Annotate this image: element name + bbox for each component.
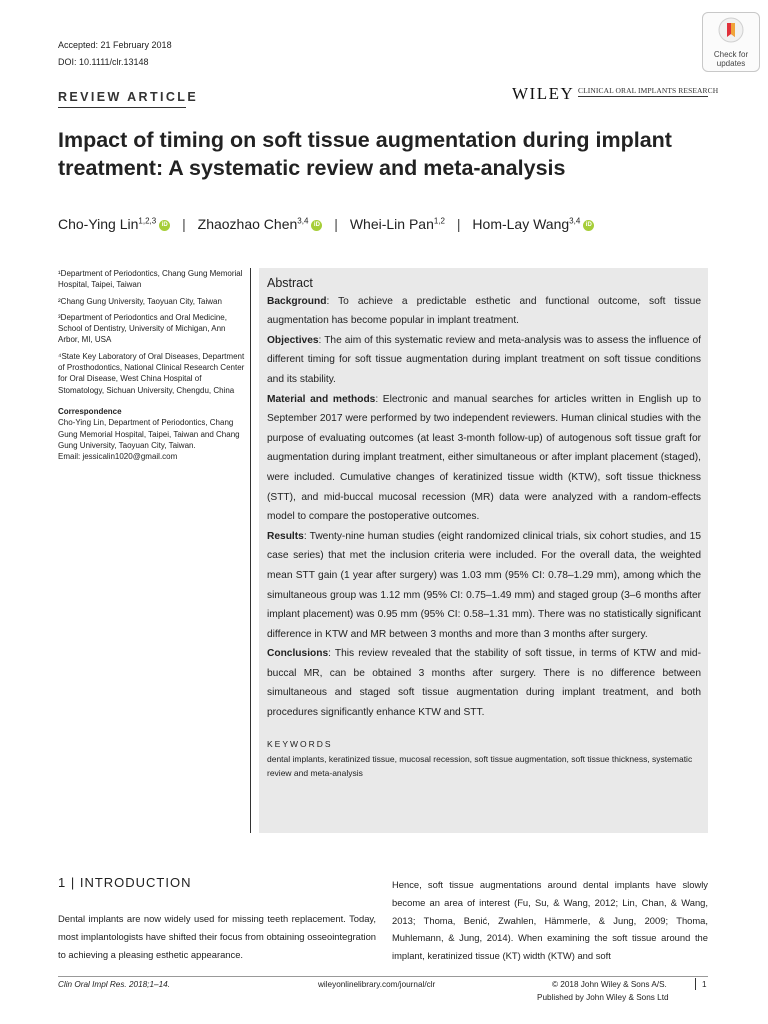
author-separator: | [334, 216, 338, 232]
accepted-date: Accepted: 21 February 2018 [58, 40, 172, 50]
abstract-label: Objectives [267, 334, 319, 346]
abstract-label: Material and methods [267, 393, 376, 405]
abstract-text: : Twenty-nine human studies (eight randomized clinical trials, six cohort studies, and 15 case series) that met the inclusion criteria were included. For the overall data, the weighted mean STT gain (1 year after surgery) was 1.03 mm (95% CI: 0.78–1.29 mm), among which the simultaneous group was 1.12 mm (95% CI: 0.75–1.49 mm) and staged group (3–6 months after implant placement) was 0.95 mm (95% CI: 0.58–1.31 mm). There was no statistically significant difference in KTW and MR between 3 months and more than 3 months after surgery. [267, 530, 701, 640]
journal-banner: CLINICAL ORAL IMPLANTS RESEARCH [578, 86, 719, 95]
author-separator: | [182, 216, 186, 232]
abstract-label: Background [267, 295, 327, 307]
abstract-text: : Electronic and manual searches for articles written in English up to September 2017 were performed by two independent reviewers. Human clinical studies with the purpose of evaluating outcomes (at least 3-month follow-up) of autogenous soft tissue graft for augmentation during implant treatment, either simultaneous or after implant placement (staged), were included. Cumulative changes of keratinized tissue width (KTW), soft tissue thickness (STT), and mid-buccal mucosal recession (MR) data were analyzed with a random-effects model to compare the postoperative outcomes. [267, 393, 701, 523]
abstract-text: : The aim of this systematic review and meta-analysis was to assess the influence of different timing for soft tissue augmentation during implant treatment on soft tissue conditions and its stability. [267, 334, 701, 385]
abstract-paragraph [267, 390, 701, 527]
affiliation: ³Department of Periodontics and Oral Medicine, School of Dentistry, University of Michigan, Ann Arbor, MI, USA [58, 312, 227, 345]
footer-publisher: Published by John Wiley & Sons Ltd [537, 993, 669, 1002]
author-list [58, 216, 594, 232]
paper-title: Impact of timing on soft tissue augmentation during implant treatment: A systematic review and meta-analysis [58, 128, 672, 180]
abstract-paragraph [267, 527, 701, 645]
author-name[interactable]: Hom-Lay Wang [472, 216, 570, 232]
affiliation: ²Chang Gung University, Taoyuan City, Taiwan [58, 296, 222, 306]
orcid-icon[interactable]: iD [159, 220, 170, 231]
abstract-paragraph [267, 644, 701, 722]
doi[interactable]: DOI: 10.1111/clr.13148 [58, 57, 149, 67]
abstract-text: : To achieve a predictable esthetic and functional outcome, soft tissue augmentation has become popular in implant treatment. [267, 295, 701, 327]
body-text-right: Hence, soft tissue augmentations around dental implants have slowly become an area of interest (Fu, Su, & Wang, 2012; Lin, Chan, & Wang, 2013; Thoma, Benić, Zwahlen, Hämmerle, & Jung, 2009; Thoma, Muhlemann, & Jung, 2014). When examining the soft tissue around the implant, keratinized tissue (KT) width (KTW) and soft [392, 879, 708, 962]
affiliation: ⁴State Key Laboratory of Oral Diseases, Department of Prosthodontics, National Clinical Research Center for Oral Disease, West China Hospital of Stomatology, Sichuan University, Chengdu, China [58, 351, 245, 395]
page-number: 1 [702, 980, 707, 989]
abstract-paragraph [267, 331, 701, 390]
correspondence-email[interactable]: Email: jessicalin1020@gmail.com [58, 452, 178, 462]
abstract-label: Conclusions [267, 648, 329, 660]
section-heading: 1 | INTRODUCTION [58, 875, 192, 890]
author-name[interactable]: Cho-Ying Lin [58, 216, 139, 232]
abstract-text: : This review revealed that the stability of soft tissue, in terms of KTW and mid-buccal MR, can be obtained 3 months after surgery. There is no difference between simultaneous and staged soft tissue augmentation during implant treatment, and both procedures significantly enhance KTW and STT. [267, 648, 701, 719]
keywords: dental implants, keratinized tissue, mucosal recession, soft tissue augmentation, soft tissue thickness, systematic review and meta-analysis [267, 753, 693, 778]
body-text-left: Dental implants are now widely used for missing teeth replacement. Today, most implantologists have shifted their focus from obtaining osseointegration to achieving a pleasing esthetic appearance. [58, 913, 376, 960]
bookmark-icon [718, 17, 744, 43]
correspondence-heading: Correspondence [58, 406, 122, 416]
check-for-updates-badge[interactable] [702, 12, 760, 72]
column-divider [250, 268, 251, 833]
footer-divider [58, 976, 708, 977]
footer-citation: Clin Oral Impl Res. 2018;1–14. [58, 980, 170, 989]
divider [58, 107, 186, 108]
abstract-box [259, 268, 708, 833]
abstract-label: Results [267, 530, 304, 542]
footer-separator [695, 978, 696, 990]
publisher-logo: WILEY [512, 84, 575, 103]
author-affil-sup: 1,2 [433, 216, 445, 226]
affiliations [58, 268, 248, 462]
article-type: REVIEW ARTICLE [58, 90, 199, 104]
author-name[interactable]: Zhaozhao Chen [197, 216, 298, 232]
footer-copyright: © 2018 John Wiley & Sons A/S. [552, 980, 667, 989]
correspondence-address: Cho-Ying Lin, Department of Periodontics, Chang Gung Memorial Hospital, Taipei, Taiwan and Chang Gung University, Taoyuan City, Taiwan. [58, 418, 240, 450]
orcid-icon[interactable]: iD [583, 220, 594, 231]
badge-label-2: updates [716, 59, 746, 68]
author-affil-sup: 3,4 [569, 216, 581, 226]
abstract-paragraph [267, 292, 701, 331]
author-affil-sup: 1,2,3 [138, 216, 157, 226]
footer-url[interactable]: wileyonlinelibrary.com/journal/clr [318, 980, 436, 989]
badge-label-1: Check for [713, 50, 749, 59]
author-name[interactable]: Whei-Lin Pan [349, 216, 434, 232]
orcid-icon[interactable]: iD [311, 220, 322, 231]
affiliation: ¹Department of Periodontics, Chang Gung Memorial Hospital, Taipei, Taiwan [58, 269, 243, 290]
author-affil-sup: 3,4 [297, 216, 309, 226]
author-separator: | [456, 216, 461, 232]
keywords-heading: KEYWORDS [267, 738, 333, 749]
abstract-heading: Abstract [267, 276, 313, 290]
